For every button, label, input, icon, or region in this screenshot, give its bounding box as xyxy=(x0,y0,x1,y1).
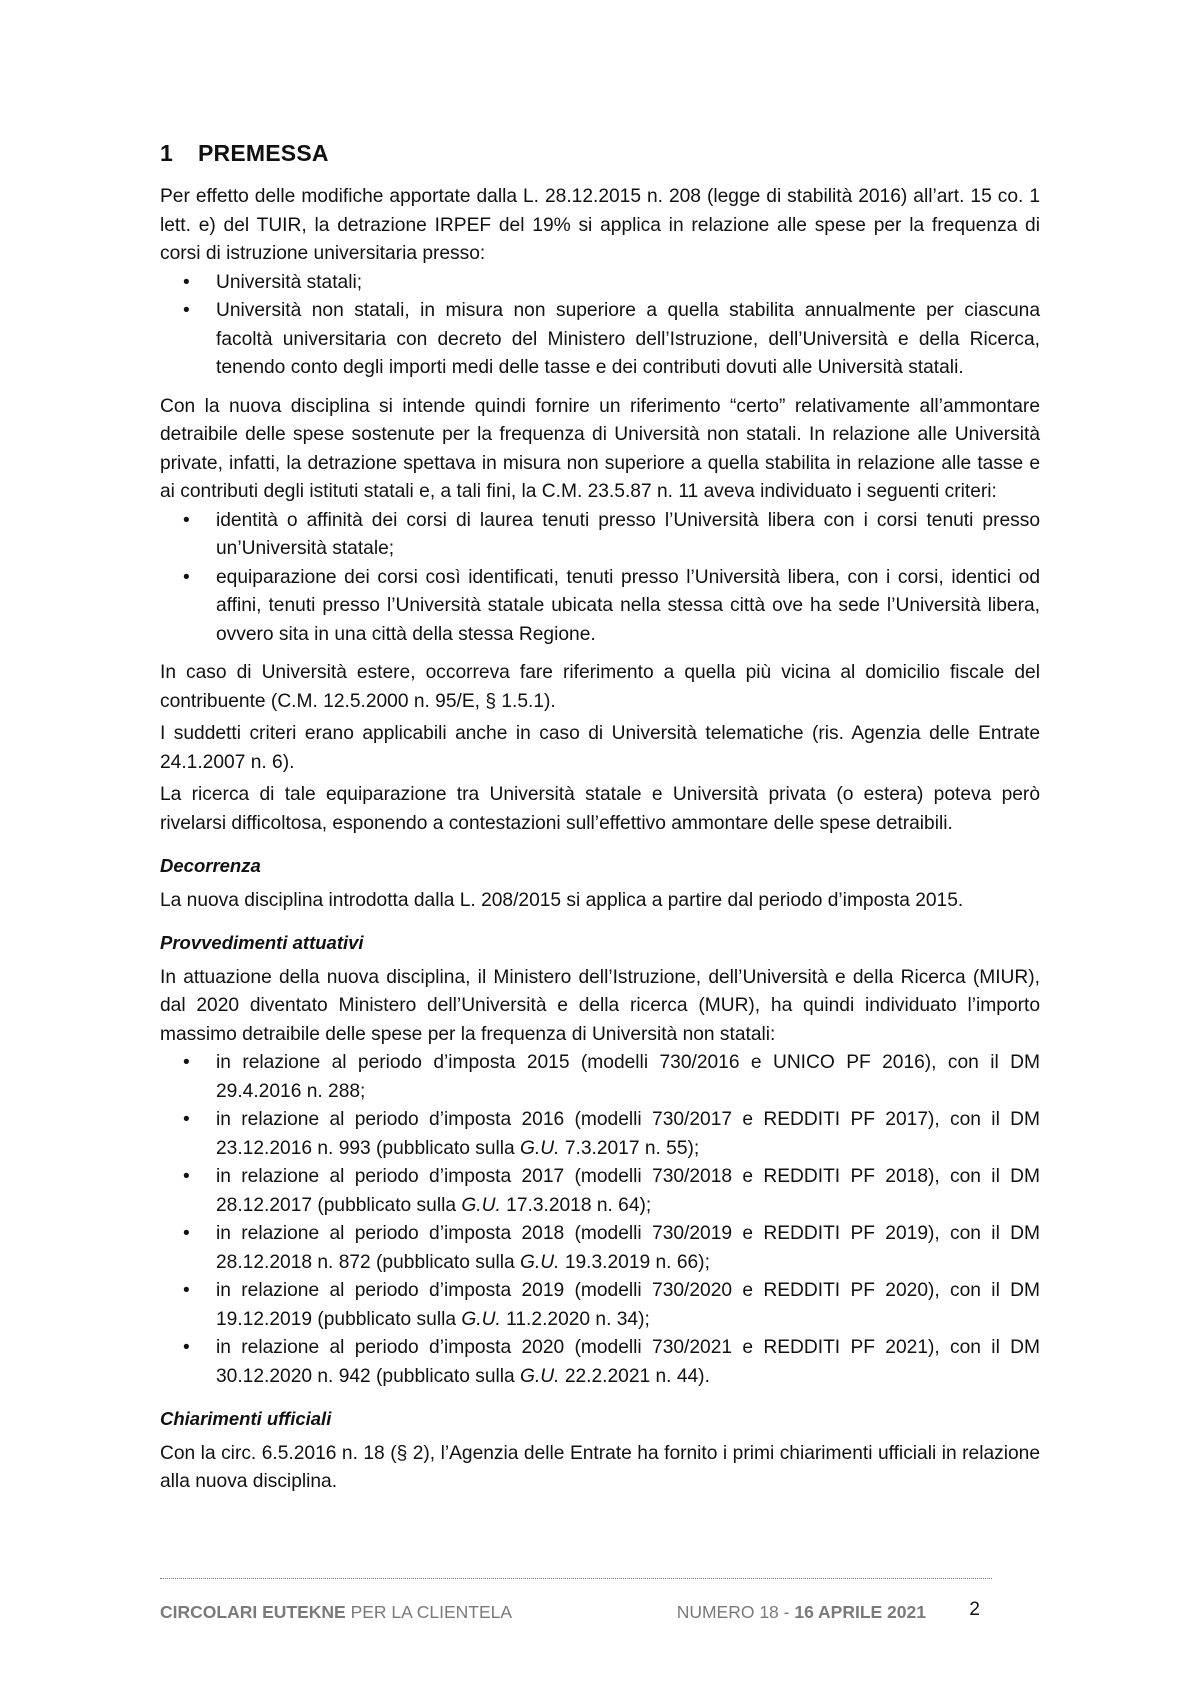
intro-bullet-list xyxy=(160,269,1040,383)
section-title: PREMESSA xyxy=(198,140,329,166)
chiarimenti-heading: Chiarimenti ufficiali xyxy=(160,1408,332,1429)
decorrenza-paragraph: La nuova disciplina introdotta dalla L. 208/2015 si applica a partire dal periodo d’imposta 2015. xyxy=(160,889,964,911)
page-number: 2 xyxy=(969,1599,980,1620)
difficulty-paragraph: La ricerca di tale equiparazione tra Università statale e Università privata (o estera) poteva però rivelarsi difficoltosa, esponendo a contestazioni sull’effettivo ammontare delle spese detraibili. xyxy=(160,784,1040,834)
criteria-bullet-list xyxy=(160,507,1040,650)
body-text xyxy=(160,183,1040,1497)
telematic-university-paragraph: I suddetti criteri erano applicabili anche in caso di Università telematiche (ris. Agenzia delle Entrate 24.1.2007 n. 6). xyxy=(160,723,1040,773)
provvedimenti-heading: Provvedimenti attuativi xyxy=(160,932,364,953)
provvedimenti-paragraph: In attuazione della nuova disciplina, il Ministero dell’Istruzione, dell’Università e della Ricerca (MIUR), dal 2020 diventato Ministero dell’Università e della ricerca (MUR), ha quindi individuato l’importo massimo detraibile delle spese per la frequenza di Università non statali: xyxy=(160,966,1040,1045)
list-item: • Università statali; xyxy=(160,269,1040,298)
list-item: • in relazione al periodo d’imposta 2019 (modelli 730/2020 e REDDITI PF 2020), con il DM 19.12.2019 (pubblicato sulla G.U. 11.2.2020 n. 34); xyxy=(160,1277,1040,1334)
list-item: • in relazione al periodo d’imposta 2018 (modelli 730/2019 e REDDITI PF 2019), con il DM 28.12.2018 n. 872 (pubblicato sulla G.U. 19.3.2019 n. 66); xyxy=(160,1220,1040,1277)
footer-brand: CIRCOLARI EUTEKNE PER LA CLIENTELA xyxy=(160,1602,513,1622)
decorrenza-heading: Decorrenza xyxy=(160,855,261,876)
list-item: • identità o affinità dei corsi di laurea tenuti presso l’Università libera con i corsi tenuti presso un’Università statale; xyxy=(160,507,1040,564)
section-number: 1 xyxy=(160,140,173,166)
footer-issue: NUMERO 18 - 16 APRILE 2021 xyxy=(676,1602,926,1622)
section-heading xyxy=(160,140,329,167)
list-item: • in relazione al periodo d’imposta 2017 (modelli 730/2018 e REDDITI PF 2018), con il DM 28.12.2017 (pubblicato sulla G.U. 17.3.2018 n. 64); xyxy=(160,1163,1040,1220)
list-item: • in relazione al periodo d’imposta 2020 (modelli 730/2021 e REDDITI PF 2021), con il DM 30.12.2020 n. 942 (pubblicato sulla G.U. 22.2.2021 n. 44). xyxy=(160,1334,1040,1391)
discipline-paragraph: Con la nuova disciplina si intende quindi fornire un riferimento “certo” relativamente all’ammontare detraibile delle spese sostenute per la frequenza di Università non statali. In relazione alle Università private, infatti, la detrazione spettava in misura non superiore a quella stabilita in relazione alle tasse e ai contributi degli istituti statali e, a tali fini, la C.M. 23.5.87 n. 11 aveva individuato i seguenti criteri: xyxy=(160,395,1040,502)
chiarimenti-paragraph: Con la circ. 6.5.2016 n. 18 (§ 2), l’Agenzia delle Entrate ha fornito i primi chiarimenti ufficiali in relazione alla nuova disciplina. xyxy=(160,1442,1040,1492)
decrees-bullet-list xyxy=(160,1049,1040,1391)
list-item: • in relazione al periodo d’imposta 2015 (modelli 730/2016 e UNICO PF 2016), con il DM 29.4.2016 n. 288; xyxy=(160,1049,1040,1106)
foreign-university-paragraph: In caso di Università estere, occorreva fare riferimento a quella più vicina al domicilio fiscale del contribuente (C.M. 12.5.2000 n. 95/E, § 1.5.1). xyxy=(160,662,1040,712)
footer-divider xyxy=(160,1578,992,1579)
list-item: • in relazione al periodo d’imposta 2016 (modelli 730/2017 e REDDITI PF 2017), con il DM 23.12.2016 n. 993 (pubblicato sulla G.U. 7.3.2017 n. 55); xyxy=(160,1106,1040,1163)
list-item: • Università non statali, in misura non superiore a quella stabilita annualmente per ciascuna facoltà universitaria con decreto del Ministero dell’Istruzione, dell’Università e della Ricerca, tenendo conto degli importi medi delle tasse e dei contributi dovuti alle Università statali. xyxy=(160,297,1040,383)
list-item: • equiparazione dei corsi così identificati, tenuti presso l’Università libera, con i corsi, identici od affini, tenuti presso l’Università statale ubicata nella stessa città ove ha sede l’Università libera, ovvero sita in una città della stessa Regione. xyxy=(160,564,1040,650)
intro-paragraph: Per effetto delle modifiche apportate dalla L. 28.12.2015 n. 208 (legge di stabilità 2016) all’art. 15 co. 1 lett. e) del TUIR, la detrazione IRPEF del 19% si applica in relazione alle spese per la frequenza di corsi di istruzione universitaria presso: xyxy=(160,186,1040,264)
